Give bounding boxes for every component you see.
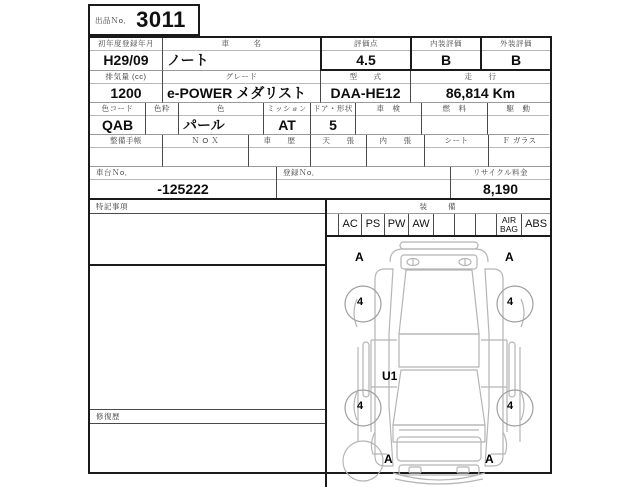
cell-interior-grade bbox=[410, 38, 480, 71]
damage-mark-wheel-front-left: 4 bbox=[357, 400, 364, 412]
damage-mark-wheel-front-right: 4 bbox=[507, 400, 514, 412]
label-recycle-fee: リサイクル料金 bbox=[451, 167, 550, 180]
label-color-code: 色コード bbox=[90, 103, 145, 116]
lot-number-label: 出品Ｎo． bbox=[95, 15, 132, 25]
cell-recycle-fee bbox=[450, 167, 550, 198]
equipment-row bbox=[327, 214, 550, 237]
label-door-shape: ドア・形状 bbox=[311, 103, 355, 116]
value-color: パール bbox=[183, 117, 225, 133]
label-model-code: 型 式 bbox=[321, 71, 410, 84]
value-recycle-fee: 8,190 bbox=[482, 181, 519, 197]
lot-number-box bbox=[88, 4, 200, 36]
cell-car-name bbox=[162, 38, 320, 71]
damage-mark-rear-left-corner: A bbox=[355, 250, 364, 264]
value-remarks bbox=[90, 214, 325, 266]
label-displacement: 排気量 (cc) bbox=[90, 71, 162, 84]
cell-registration-number bbox=[276, 167, 450, 198]
value-lining bbox=[367, 148, 424, 166]
label-color-frame: 色粋 bbox=[146, 103, 178, 116]
label-chassis-number: 車台Ｎo． bbox=[90, 167, 276, 180]
value-grade: e-POWER メダリスト bbox=[167, 85, 306, 101]
table-row-condition bbox=[90, 135, 550, 167]
label-remarks: 特記事項 bbox=[90, 200, 325, 214]
label-inspection: 車 検 bbox=[356, 103, 421, 116]
label-history: 車 歴 bbox=[249, 135, 310, 148]
notes-column bbox=[90, 200, 327, 487]
value-ceiling bbox=[311, 148, 366, 166]
damage-mark-wheel-rear-right: 4 bbox=[507, 296, 514, 308]
value-color-code: QAB bbox=[101, 117, 134, 133]
lower-section bbox=[90, 200, 550, 487]
value-mission: AT bbox=[278, 117, 296, 133]
cell-color bbox=[178, 103, 263, 135]
value-repair-history bbox=[90, 424, 325, 476]
label-mission: ミッション bbox=[264, 103, 310, 116]
label-front-glass: Ｆ ガラス bbox=[489, 135, 550, 148]
value-grade-point: 4.5 bbox=[356, 52, 376, 68]
cell-front-glass bbox=[488, 135, 550, 167]
cell-lining bbox=[366, 135, 424, 167]
cell-color-code bbox=[90, 103, 145, 135]
value-displacement: 1200 bbox=[110, 85, 142, 101]
cell-ceiling bbox=[310, 135, 366, 167]
cell-grade-point bbox=[320, 38, 410, 71]
diagram-column bbox=[327, 200, 550, 487]
auction-sheet bbox=[88, 4, 552, 474]
cell-registration-date bbox=[90, 38, 162, 71]
value-exterior-grade: B bbox=[510, 52, 522, 68]
value-inspection bbox=[356, 116, 421, 134]
equipment-cell-empty-5 bbox=[434, 214, 455, 235]
damage-mark-left-side-panel: U1 bbox=[382, 369, 398, 383]
equipment-cell-aw: AW bbox=[409, 214, 433, 235]
equipment-cell-air-bag: AIR BAG bbox=[497, 214, 522, 235]
cell-drive bbox=[487, 103, 549, 135]
cell-service-book bbox=[90, 135, 162, 167]
value-interior-grade: B bbox=[440, 52, 452, 68]
value-chassis-number: -125222 bbox=[157, 181, 209, 197]
cell-inspection bbox=[355, 103, 421, 135]
table-row-color bbox=[90, 103, 550, 135]
equipment-cell-empty-6 bbox=[455, 214, 476, 235]
label-car-name: 車 名 bbox=[163, 38, 320, 51]
label-registration-date: 初年度登録年月 bbox=[90, 38, 162, 51]
label-registration-number: 登録Ｎo． bbox=[277, 167, 450, 180]
value-drive bbox=[488, 116, 549, 134]
cell-history bbox=[248, 135, 310, 167]
car-outline-svg bbox=[327, 237, 550, 486]
cell-mileage bbox=[410, 71, 550, 103]
value-mileage: 86,814 Km bbox=[445, 85, 516, 101]
value-registration-date: H29/09 bbox=[103, 52, 149, 68]
table-row-identifiers bbox=[90, 167, 550, 200]
value-door-shape: 5 bbox=[329, 117, 337, 133]
equipment-cell-empty-0 bbox=[327, 214, 339, 235]
value-color-frame bbox=[146, 116, 178, 134]
equipment-cell-abs: ABS bbox=[525, 218, 548, 230]
value-car-name: ノート bbox=[167, 52, 209, 68]
label-ceiling: 天 張 bbox=[311, 135, 366, 148]
cell-door-shape bbox=[310, 103, 355, 135]
damage-mark-wheel-rear-left: 4 bbox=[357, 296, 364, 308]
equipment-cell-ps: PS bbox=[362, 214, 385, 235]
label-color: 色 bbox=[179, 103, 263, 116]
value-seat bbox=[425, 148, 488, 166]
value-front-glass bbox=[489, 148, 550, 166]
label-repair-history: 修復歴 bbox=[90, 410, 325, 424]
label-fuel: 燃 料 bbox=[422, 103, 487, 116]
cell-displacement bbox=[90, 71, 162, 103]
label-nox: Ｎ О Ｘ bbox=[163, 135, 248, 148]
value-nox bbox=[163, 148, 248, 166]
damage-mark-front-right-corner: A bbox=[485, 452, 494, 466]
label-grade-point: 評価点 bbox=[322, 38, 410, 51]
damage-mark-front-left-corner: A bbox=[384, 452, 393, 466]
cell-exterior-grade bbox=[480, 38, 550, 71]
label-drive: 駆 動 bbox=[488, 103, 549, 116]
value-notes-blank bbox=[90, 266, 325, 410]
equipment-cell-pw: PW bbox=[385, 214, 409, 235]
value-registration-number bbox=[277, 180, 450, 198]
cell-fuel bbox=[421, 103, 487, 135]
label-seat: シート bbox=[425, 135, 488, 148]
table-row-engine bbox=[90, 71, 550, 103]
vehicle-damage-diagram bbox=[327, 237, 550, 486]
equipment-cell-empty-7 bbox=[476, 214, 497, 235]
damage-mark-rear-right-corner: A bbox=[505, 250, 514, 264]
lot-number-value: 3011 bbox=[136, 7, 186, 32]
value-service-book bbox=[90, 148, 162, 166]
cell-seat bbox=[424, 135, 488, 167]
cell-nox bbox=[162, 135, 248, 167]
label-mileage: 走 行 bbox=[411, 71, 550, 84]
label-grade: グレード bbox=[163, 71, 320, 84]
value-model-code: DAA-HE12 bbox=[330, 85, 401, 101]
label-service-book: 整備手帳 bbox=[90, 135, 162, 148]
cell-color-frame bbox=[145, 103, 178, 135]
table-row-registration bbox=[90, 38, 550, 71]
vehicle-info-table bbox=[88, 36, 552, 474]
label-equipment: 装 備 bbox=[327, 200, 550, 214]
cell-mission bbox=[263, 103, 310, 135]
equipment-cell-ac: AC bbox=[339, 214, 362, 235]
value-fuel bbox=[422, 116, 487, 134]
cell-model-code bbox=[320, 71, 410, 103]
label-interior-grade: 内装評価 bbox=[412, 38, 480, 51]
label-lining: 内 張 bbox=[367, 135, 424, 148]
label-exterior-grade: 外装評価 bbox=[482, 38, 550, 51]
cell-chassis-number bbox=[90, 167, 276, 198]
cell-grade bbox=[162, 71, 320, 103]
value-history bbox=[249, 148, 310, 166]
